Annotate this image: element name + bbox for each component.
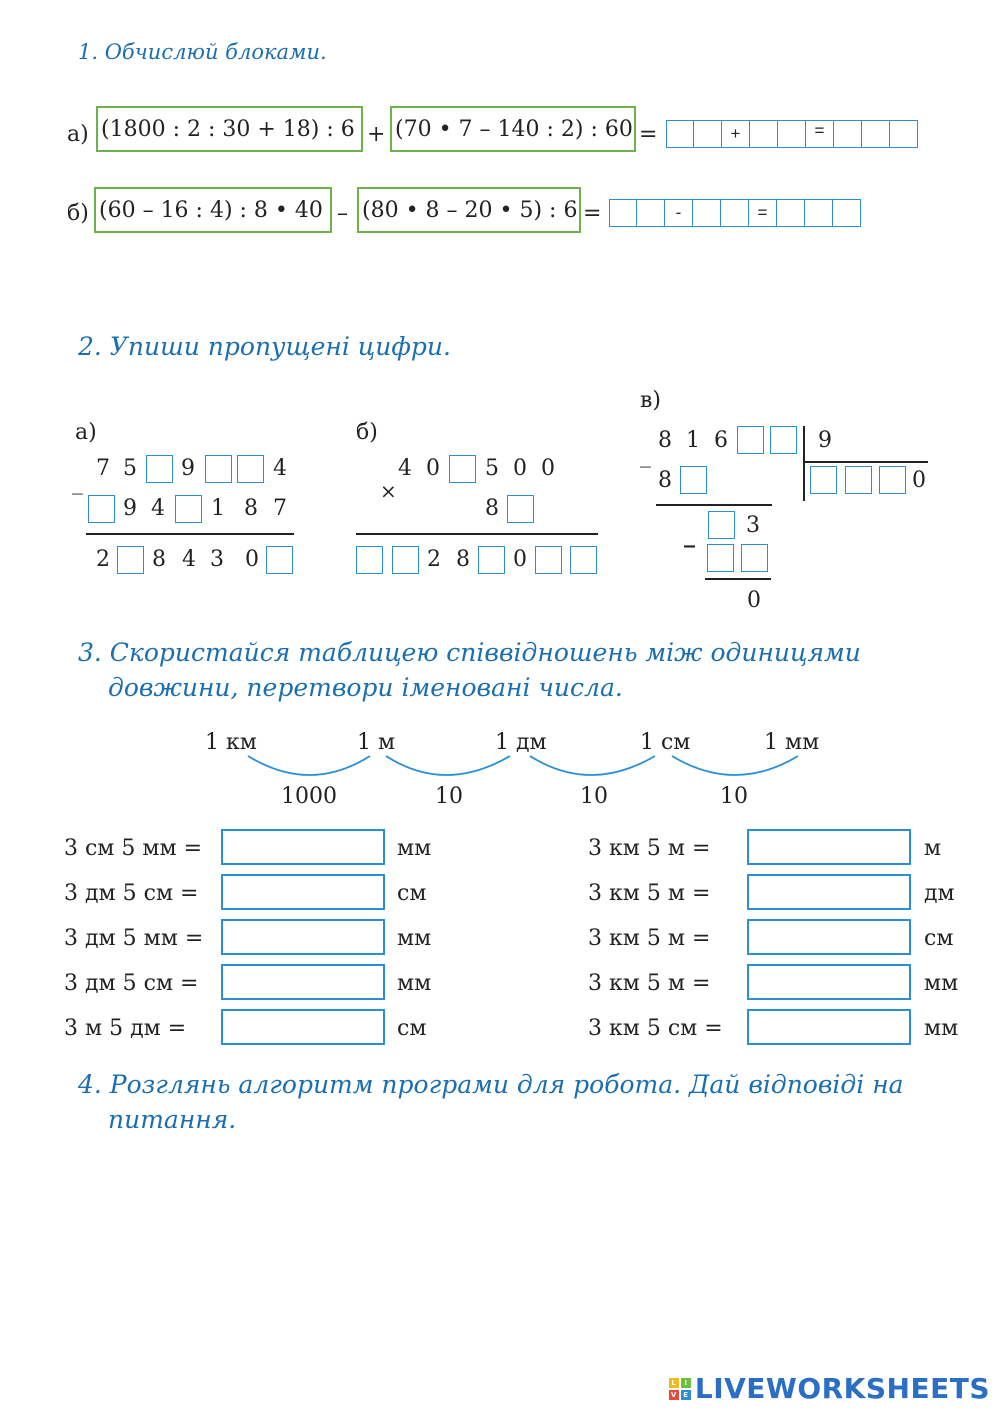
digit: 4 xyxy=(151,496,165,521)
missing-digit-box[interactable] xyxy=(680,466,707,494)
digit: 8 xyxy=(658,428,672,453)
conversion-answer-input[interactable] xyxy=(221,874,385,910)
conversion-unit: м xyxy=(924,836,942,861)
digit: 9 xyxy=(181,456,195,481)
ratio-value: 10 xyxy=(435,784,463,809)
task1a-op: + xyxy=(367,122,386,147)
times-sign: × xyxy=(380,479,397,503)
conversion-expr: 3 км 5 м = xyxy=(588,926,711,951)
task3-heading-line1: 3. Скористайся таблицею співвідношень між одиницями xyxy=(78,638,861,667)
digit: 7 xyxy=(96,456,110,481)
conversion-unit: дм xyxy=(924,881,955,906)
task1b-op: – xyxy=(337,201,348,226)
ratio-value: 10 xyxy=(580,784,608,809)
ratio-arc xyxy=(672,756,798,775)
conversion-answer-input[interactable] xyxy=(747,829,911,865)
task1-heading: 1. Обчислюй блоками. xyxy=(78,40,327,64)
conversion-unit: мм xyxy=(397,971,432,996)
conversion-unit: см xyxy=(924,926,954,951)
conversion-answer-input[interactable] xyxy=(747,964,911,1000)
digit: 7 xyxy=(273,496,287,521)
answer-cell[interactable] xyxy=(805,199,833,227)
digit: 8 xyxy=(152,547,166,572)
conversion-answer-input[interactable] xyxy=(221,964,385,1000)
digit: 1 xyxy=(686,428,700,453)
conversion-expr: 3 км 5 м = xyxy=(588,971,711,996)
digit: 4 xyxy=(182,547,196,572)
digit: 8 xyxy=(485,496,499,521)
unit-label: 1 см xyxy=(640,730,691,755)
task1a-answer-cells xyxy=(666,120,918,148)
missing-digit-box[interactable] xyxy=(507,495,534,523)
missing-digit-box[interactable] xyxy=(737,426,764,454)
missing-digit-box[interactable] xyxy=(879,466,906,494)
digit: 1 xyxy=(211,496,225,521)
digit: 8 xyxy=(658,468,672,493)
missing-digit-box[interactable] xyxy=(392,546,419,574)
conversion-answer-input[interactable] xyxy=(747,1009,911,1045)
unit-label: 1 м xyxy=(357,730,396,755)
answer-cell[interactable] xyxy=(666,120,694,148)
task1b-block1 xyxy=(94,187,332,233)
digit: 5 xyxy=(485,456,499,481)
digit: 3 xyxy=(746,513,760,538)
digit: 8 xyxy=(456,547,470,572)
task1b-block2-text: (80 • 8 – 20 • 5) : 6 xyxy=(362,197,578,223)
task2a-label: а) xyxy=(75,420,97,445)
task4-heading-line1: 4. Розглянь алгоритм програми для робота. Дай відповіді на xyxy=(78,1070,904,1099)
answer-cell[interactable] xyxy=(834,120,862,148)
conversion-unit: см xyxy=(397,1016,427,1041)
task1b-eq: = xyxy=(583,201,602,226)
digit: 0 xyxy=(513,547,527,572)
task4-heading-line2: питання. xyxy=(108,1105,237,1134)
missing-digit-box[interactable] xyxy=(146,455,173,483)
minus-sign: _ xyxy=(72,470,83,495)
digit: 4 xyxy=(398,456,412,481)
task1a-label: а) xyxy=(67,122,89,147)
digit: 0 xyxy=(426,456,440,481)
operator-cell: + xyxy=(722,120,750,148)
missing-digit-box[interactable] xyxy=(356,546,383,574)
digit: 3 xyxy=(210,547,224,572)
conversion-expr: 3 дм 5 см = xyxy=(64,881,199,906)
digit: 5 xyxy=(123,456,137,481)
logo-text: LIVEWORKSHEETS xyxy=(694,1372,990,1405)
task1a-block2 xyxy=(390,106,636,152)
logo-mark-icon: L I V E xyxy=(669,1378,691,1400)
conversion-unit: мм xyxy=(397,926,432,951)
digit: 9 xyxy=(123,496,137,521)
missing-digit-box[interactable] xyxy=(535,546,562,574)
task1a-block2-text: (70 • 7 – 140 : 2) : 60 xyxy=(395,116,633,142)
digit: 0 xyxy=(747,588,761,613)
missing-digit-box[interactable] xyxy=(770,426,797,454)
answer-cell[interactable] xyxy=(890,120,918,148)
answer-cell[interactable] xyxy=(637,199,665,227)
missing-digit-box[interactable] xyxy=(175,495,202,523)
missing-digit-box[interactable] xyxy=(741,544,768,572)
missing-digit-box[interactable] xyxy=(570,546,597,574)
conversion-expr: 3 м 5 дм = xyxy=(64,1016,187,1041)
missing-digit-box[interactable] xyxy=(845,466,872,494)
task1b-block2 xyxy=(357,187,581,233)
digit: 4 xyxy=(273,456,287,481)
conversion-answer-input[interactable] xyxy=(221,919,385,955)
conversion-answer-input[interactable] xyxy=(747,874,911,910)
digit: 0 xyxy=(541,456,555,481)
digit: 6 xyxy=(714,428,728,453)
task1b-answer-cells xyxy=(609,199,861,227)
conversion-unit: мм xyxy=(397,836,432,861)
divisor: 9 xyxy=(818,428,832,453)
sub-line xyxy=(656,504,772,506)
digit: 0 xyxy=(245,547,259,572)
minus-sign: _ xyxy=(684,522,695,548)
operator-cell: = xyxy=(749,199,777,227)
missing-digit-box[interactable] xyxy=(205,455,232,483)
conversion-answer-input[interactable] xyxy=(221,829,385,865)
answer-cell[interactable] xyxy=(609,199,637,227)
digit: 2 xyxy=(427,547,441,572)
missing-digit-box[interactable] xyxy=(810,466,837,494)
conversion-unit: см xyxy=(397,881,427,906)
answer-cell[interactable] xyxy=(750,120,778,148)
answer-cell[interactable] xyxy=(694,120,722,148)
missing-digit-box[interactable] xyxy=(707,544,734,572)
task2-heading: 2. Упиши пропущені цифри. xyxy=(78,332,451,361)
task1b-label: б) xyxy=(67,201,89,226)
digit: 8 xyxy=(244,496,258,521)
liveworksheets-logo xyxy=(669,1372,990,1405)
conversion-answer-input[interactable] xyxy=(747,919,911,955)
conversion-expr: 3 км 5 м = xyxy=(588,836,711,861)
missing-digit-box[interactable] xyxy=(88,495,115,523)
conversion-expr: 3 км 5 см = xyxy=(588,1016,723,1041)
ratio-arc xyxy=(248,756,370,775)
conversion-unit: мм xyxy=(924,971,959,996)
sub-line xyxy=(705,578,771,580)
unit-label: 1 км xyxy=(205,730,257,755)
conversion-expr: 3 дм 5 см = xyxy=(64,971,199,996)
operator-cell: = xyxy=(806,120,834,148)
task2c-label: в) xyxy=(640,388,661,413)
unit-label: 1 дм xyxy=(495,730,547,755)
conversion-expr: 3 дм 5 мм = xyxy=(64,926,204,951)
task1a-eq: = xyxy=(639,122,658,147)
minus-sign: _ xyxy=(640,443,651,468)
missing-digit-box[interactable] xyxy=(708,511,735,539)
ratio-value: 10 xyxy=(720,784,748,809)
answer-cell[interactable] xyxy=(693,199,721,227)
missing-digit-box[interactable] xyxy=(449,455,476,483)
missing-digit-box[interactable] xyxy=(478,546,505,574)
task1a-block1-text: (1800 : 2 : 30 + 18) : 6 xyxy=(101,116,355,142)
divisor-line xyxy=(803,461,928,463)
conversion-expr: 3 см 5 мм = xyxy=(64,836,203,861)
ratio-arcs xyxy=(240,752,810,784)
answer-cell[interactable] xyxy=(778,120,806,148)
digit: 2 xyxy=(96,547,110,572)
answer-cell[interactable] xyxy=(777,199,805,227)
sum-line xyxy=(86,533,294,535)
task3-heading-line2: довжини, перетвори іменовані числа. xyxy=(108,673,623,702)
missing-digit-box[interactable] xyxy=(237,455,264,483)
conversion-unit: мм xyxy=(924,1016,959,1041)
ratio-value: 1000 xyxy=(281,784,337,809)
unit-label: 1 мм xyxy=(764,730,820,755)
division-bar xyxy=(803,426,805,501)
ratio-arc xyxy=(530,756,655,775)
answer-cell[interactable] xyxy=(721,199,749,227)
conversion-expr: 3 км 5 м = xyxy=(588,881,711,906)
quotient-digit: 0 xyxy=(912,468,926,493)
operator-cell: - xyxy=(665,199,693,227)
answer-cell[interactable] xyxy=(862,120,890,148)
missing-digit-box[interactable] xyxy=(266,546,293,574)
ratio-arc xyxy=(386,756,510,775)
task1a-block1 xyxy=(96,106,363,152)
answer-cell[interactable] xyxy=(833,199,861,227)
task2b-label: б) xyxy=(356,420,378,445)
product-line xyxy=(356,533,598,535)
missing-digit-box[interactable] xyxy=(117,546,144,574)
task1b-block1-text: (60 – 16 : 4) : 8 • 40 xyxy=(99,197,323,223)
conversion-answer-input[interactable] xyxy=(221,1009,385,1045)
digit: 0 xyxy=(513,456,527,481)
